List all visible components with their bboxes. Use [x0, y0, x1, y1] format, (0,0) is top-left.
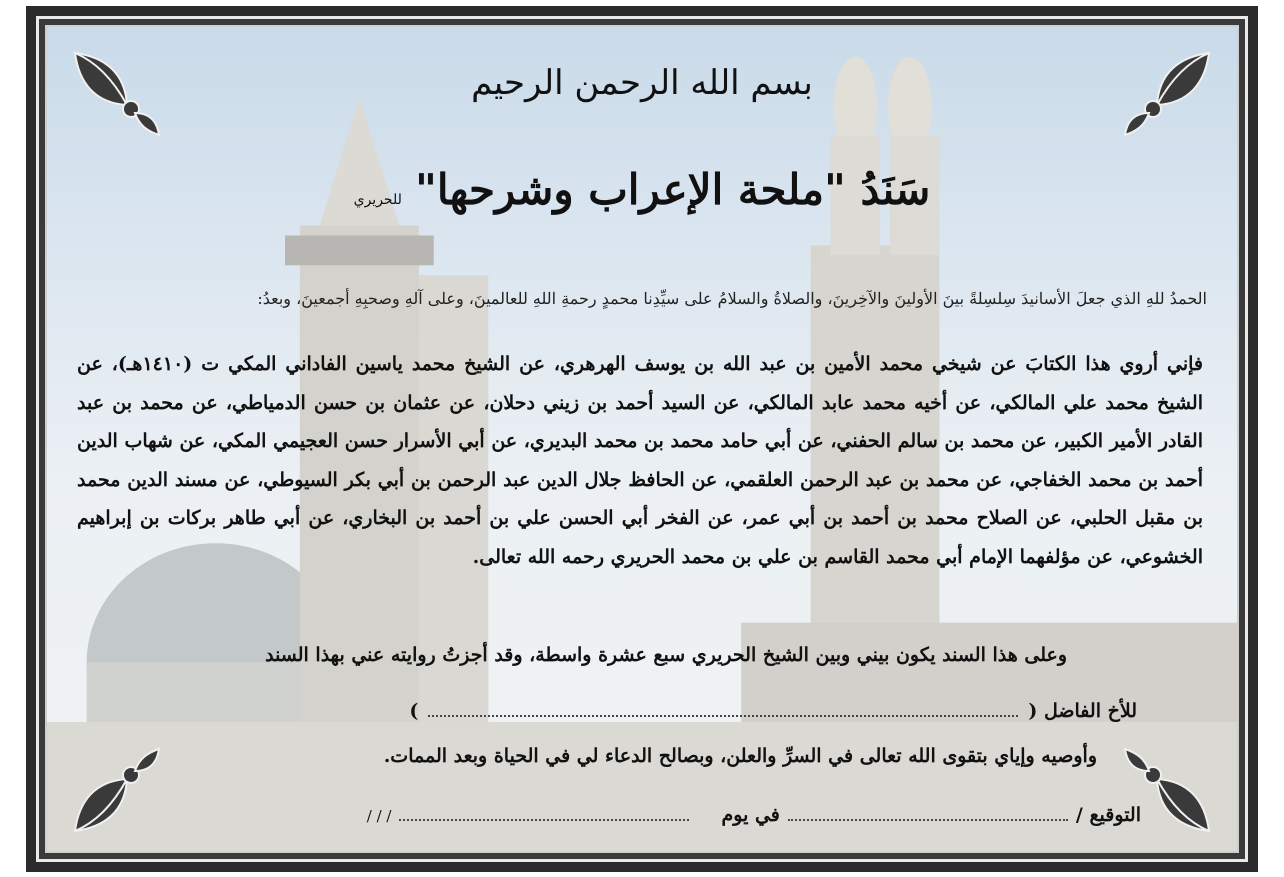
signature-field[interactable] — [788, 803, 1068, 821]
date-field[interactable] — [399, 803, 689, 821]
chain-summary: وعلى هذا السند يكون بيني وبين الشيخ الحريري سبع عشرة واسطة، وقد أجزتُ روايته عني بهذا السند — [265, 644, 1067, 666]
doxology: الحمدُ للهِ الذي جعلَ الأسانيدَ سِلسِلةً بينَ الأولينَ والآخِرينَ، والصلاةُ والسلامُ على سيِّدِنا محمدٍ رحمةِ اللهِ للعالمينَ، وعلى آلهِ وصحبِهِ أجمعينَ، وبعدُ: — [257, 289, 1207, 308]
author-label: للحريري — [353, 192, 402, 208]
recipient-name-field[interactable] — [428, 699, 1018, 717]
advice-line: وأوصيه وإياي بتقوى الله تعالى في السرِّ والعلن، وبصالح الدعاء لي في الحياة وبعد الممات. — [383, 745, 1097, 767]
signature-line — [367, 803, 1141, 826]
fleur-de-lis-corner-icon — [1119, 741, 1219, 841]
basmala: بسم الله الرحمن الرحيم — [471, 63, 813, 103]
date-slashes: / / / — [366, 807, 392, 825]
title-block — [47, 165, 1237, 214]
recipient-label: للأخ الفاضل ( — [1028, 700, 1137, 722]
page-title: سَنَدُ "ملحة الإعراب وشرحها" — [414, 165, 931, 214]
recipient-close: ) — [409, 700, 419, 722]
signature-label: التوقيع / — [1075, 804, 1141, 826]
outer-frame — [36, 16, 1248, 862]
chain-body: فإني أروي هذا الكتابَ عن شيخي محمد الأمين بن عبد الله بن يوسف الهرهري، عن الشيخ محمد ياسين الفاداني المكي ت (١٤١٠هـ)، عن الشيخ محمد علي المالكي، عن أخيه محمد عابد المالكي، عن السيد أحمد بن زيني دحلان، عن عثمان بن حسن الدمياطي، عن محمد بن عبد القادر الأمير الكبير، عن محمد بن سالم الحفني، عن أبي حامد محمد بن محمد البديري، عن أبي الأسرار حسن العجيمي المكي، عن شهاب الدين أحمد بن محمد الخفاجي، عن محمد بن عبد الرحمن العلقمي، عن الحافظ جلال الدين عبد الرحمن بن أبي بكر السيوطي، عن مسند الدين محمد بن مقبل الحلبي، عن الصلاح محمد بن أحمد بن أبي عمر، عن الفخر أبي الحسن علي بن أحمد بن البخاري، عن أبي طاهر بركات بن إبراهيم الخشوعي، عن مؤلفهما الإمام أبي محمد القاسم بن علي بن محمد الحريري رحمه الله تعالى. — [77, 353, 1203, 568]
date-label: في يوم — [721, 804, 780, 826]
certificate-page — [26, 6, 1258, 872]
fleur-de-lis-corner-icon — [65, 741, 165, 841]
inner-frame — [45, 25, 1239, 853]
recipient-line — [409, 699, 1137, 722]
